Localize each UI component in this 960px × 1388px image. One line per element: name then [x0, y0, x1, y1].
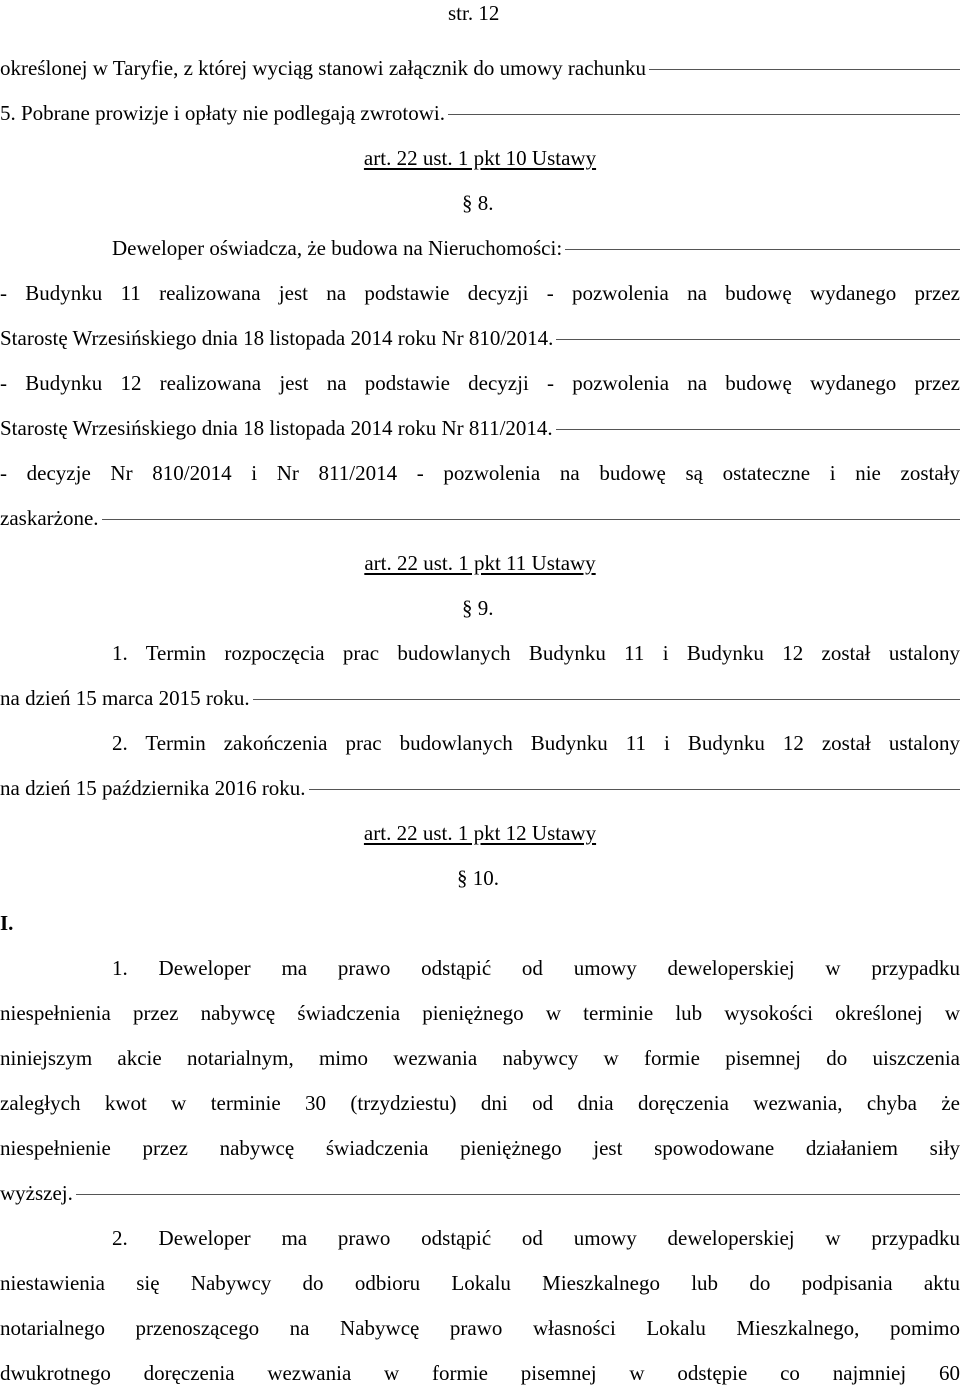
fill-rule [102, 519, 960, 520]
text-line: - Budynku 11 realizowana jest na podstawie decyzji - pozwolenia na budowę wydanego przez [0, 281, 960, 305]
text-line: - Budynku 12 realizowana jest na podstawie decyzji - pozwolenia na budowę wydanego przez [0, 371, 960, 395]
fill-rule [649, 69, 960, 70]
fill-rule [76, 1194, 960, 1195]
article-reference: art. 22 ust. 1 pkt 11 Ustawy [364, 551, 596, 575]
text-line: Deweloper oświadcza, że budowa na Nieruchomości: [0, 233, 960, 263]
text-line: - decyzje Nr 810/2014 i Nr 811/2014 - pozwolenia na budowę są ostateczne i nie zostały [0, 461, 960, 485]
section-heading: § 10. [457, 866, 499, 890]
text-line: notarialnego przenoszącego na Nabywcę prawo własności Lokalu Mieszkalnego, pomimo [0, 1316, 960, 1340]
fill-rule [309, 789, 960, 790]
text-line: Starostę Wrzesińskiego dnia 18 listopada 2014 roku Nr 810/2014. [0, 323, 960, 353]
text-line: niespełnienie przez nabywcę świadczenia pieniężnego jest spowodowane działaniem siły [0, 1136, 960, 1160]
section-heading: § 8. [462, 191, 494, 215]
text-line: 1. Termin rozpoczęcia prac budowlanych Budynku 11 i Budynku 12 został ustalony [112, 641, 960, 665]
part-marker: I. [0, 911, 14, 935]
text-line: zaległych kwot w terminie 30 (trzydziestu) dni od dnia doręczenia wezwania, chyba że [0, 1091, 960, 1115]
text-line: niestawienia się Nabywcy do odbioru Lokalu Mieszkalnego lub do podpisania aktu [0, 1271, 960, 1295]
text-line: Starostę Wrzesińskiego dnia 18 listopada 2014 roku Nr 811/2014. [0, 413, 960, 443]
section-heading: § 9. [462, 596, 494, 620]
article-reference: art. 22 ust. 1 pkt 10 Ustawy [363, 146, 597, 170]
text-line: niniejszym akcie notarialnym, mimo wezwania nabywcy w formie pisemnej do uiszczenia [0, 1046, 960, 1070]
text-line: niespełnienia przez nabywcę świadczenia pieniężnego w terminie lub wysokości określonej w [0, 1001, 960, 1025]
text-line: 2. Deweloper ma prawo odstąpić od umowy deweloperskiej w przypadku [112, 1226, 960, 1250]
text-line: dwukrotnego doręczenia wezwania w formie pisemnej w odstępie co najmniej 60 [0, 1361, 960, 1385]
text-line: na dzień 15 marca 2015 roku. [0, 683, 960, 713]
text-line: zaskarżone. [0, 503, 960, 533]
text-line: określonej w Taryfie, z której wyciąg stanowi załącznik do umowy rachunku [0, 53, 960, 83]
text-line: na dzień 15 października 2016 roku. [0, 773, 960, 803]
fill-rule [556, 429, 960, 430]
fill-rule [565, 249, 960, 250]
text-line: wyższej. [0, 1178, 960, 1208]
page-number: str. 12 [448, 1, 500, 25]
text-line: 1. Deweloper ma prawo odstąpić od umowy deweloperskiej w przypadku [112, 956, 960, 980]
fill-rule [448, 114, 960, 115]
fill-rule [253, 699, 960, 700]
article-reference: art. 22 ust. 1 pkt 12 Ustawy [363, 821, 597, 845]
text-line: 2. Termin zakończenia prac budowlanych Budynku 11 i Budynku 12 został ustalony [112, 731, 960, 755]
fill-rule [556, 339, 960, 340]
text-line: 5. Pobrane prowizje i opłaty nie podlegają zwrotowi. [0, 98, 960, 128]
